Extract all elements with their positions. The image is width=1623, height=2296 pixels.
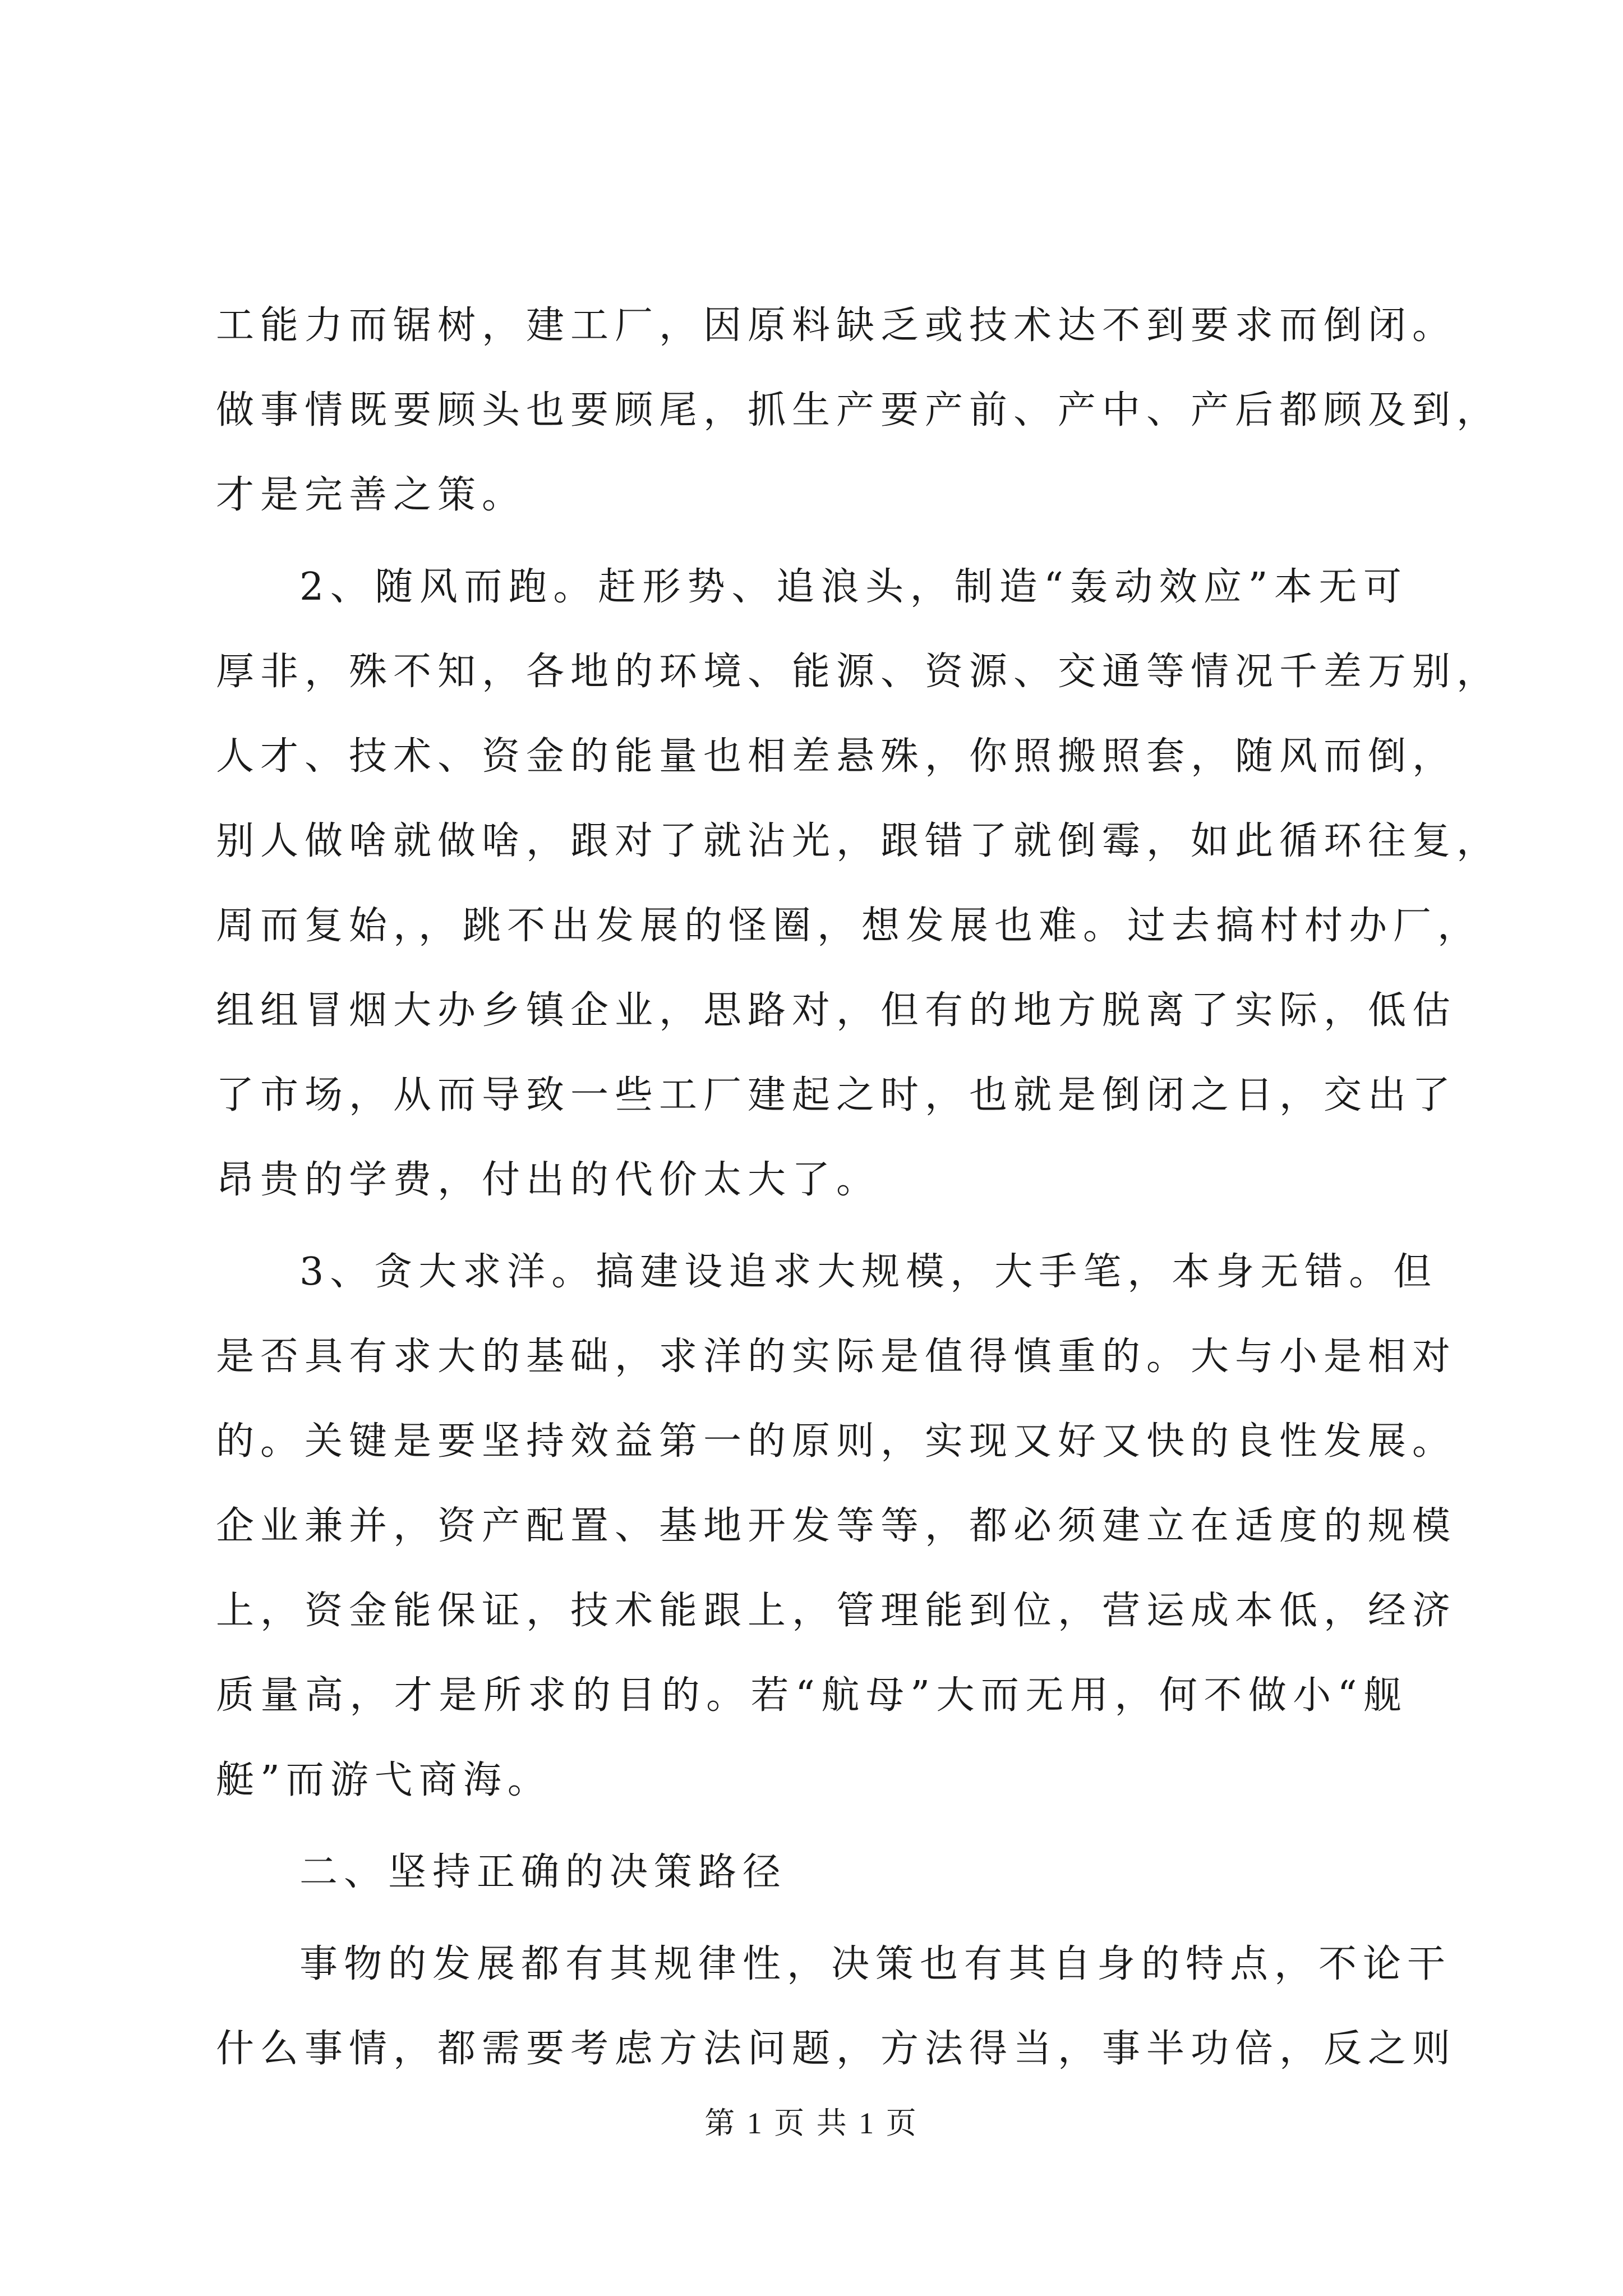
text-line: 组组冒烟大办乡镇企业，思路对，但有的地方脱离了实际，低估	[216, 988, 1457, 1033]
text-line: 人才、技术、资金的能量也相差悬殊，你照搬照套，随风而倒，	[216, 734, 1457, 779]
text-line: 的。关键是要坚持效益第一的原则，实现又好又快的良性发展。	[216, 1419, 1457, 1464]
section-heading: 二、坚持正确的决策路径	[299, 1850, 787, 1894]
text-line: 昂贵的学费，付出的代价太大了。	[216, 1158, 881, 1202]
paragraph-first-line: 3、贪大求洋。搞建设追求大规模，大手笔，本身无错。但	[299, 1250, 1438, 1294]
document-body	[216, 283, 1501, 2091]
paragraph-first-line: 事物的发展都有其规律性，决策也有其自身的特点，不论干	[299, 1942, 1452, 1986]
text-line: 工能力而锯树，建工厂，因原料缺乏或技术达不到要求而倒闭。	[216, 303, 1457, 348]
text-line: 周而复始，，跳不出发展的怪圈，想发展也难。过去搞村村办厂，	[216, 904, 1482, 948]
text-line: 做事情既要顾头也要顾尾，抓生产要产前、产中、产后都顾及到，	[216, 388, 1501, 432]
text-line: 什么事情，都需要考虑方法问题，方法得当，事半功倍，反之则	[216, 2027, 1457, 2071]
text-line: 上，资金能保证，技术能跟上，管理能到位，营运成本低，经济	[216, 1589, 1457, 1633]
text-line: 才是完善之策。	[216, 473, 527, 517]
text-line: 是否具有求大的基础，求洋的实际是值得慎重的。大与小是相对	[216, 1335, 1457, 1379]
text-line: 厚非，殊不知，各地的环境、能源、资源、交通等情况千差万别，	[216, 650, 1501, 694]
text-line: 了市场，从而导致一些工厂建起之时，也就是倒闭之日，交出了	[216, 1073, 1457, 1117]
text-line: 企业兼并，资产配置、基地开发等等，都必须建立在适度的规模	[216, 1504, 1457, 1548]
text-line: 艇”而游弋商海。	[216, 1758, 552, 1802]
text-line: 别人做啥就做啥，跟对了就沾光，跟错了就倒霉，如此循环往复，	[216, 819, 1501, 863]
page-footer: 第 1 页 共 1 页	[704, 2106, 919, 2140]
text-line: 质量高，才是所求的目的。若“航母”大而无用，何不做小“舰	[216, 1673, 1408, 1718]
paragraph-first-line: 2、随风而跑。赶形势、追浪头，制造“轰动效应”本无可	[299, 565, 1408, 609]
